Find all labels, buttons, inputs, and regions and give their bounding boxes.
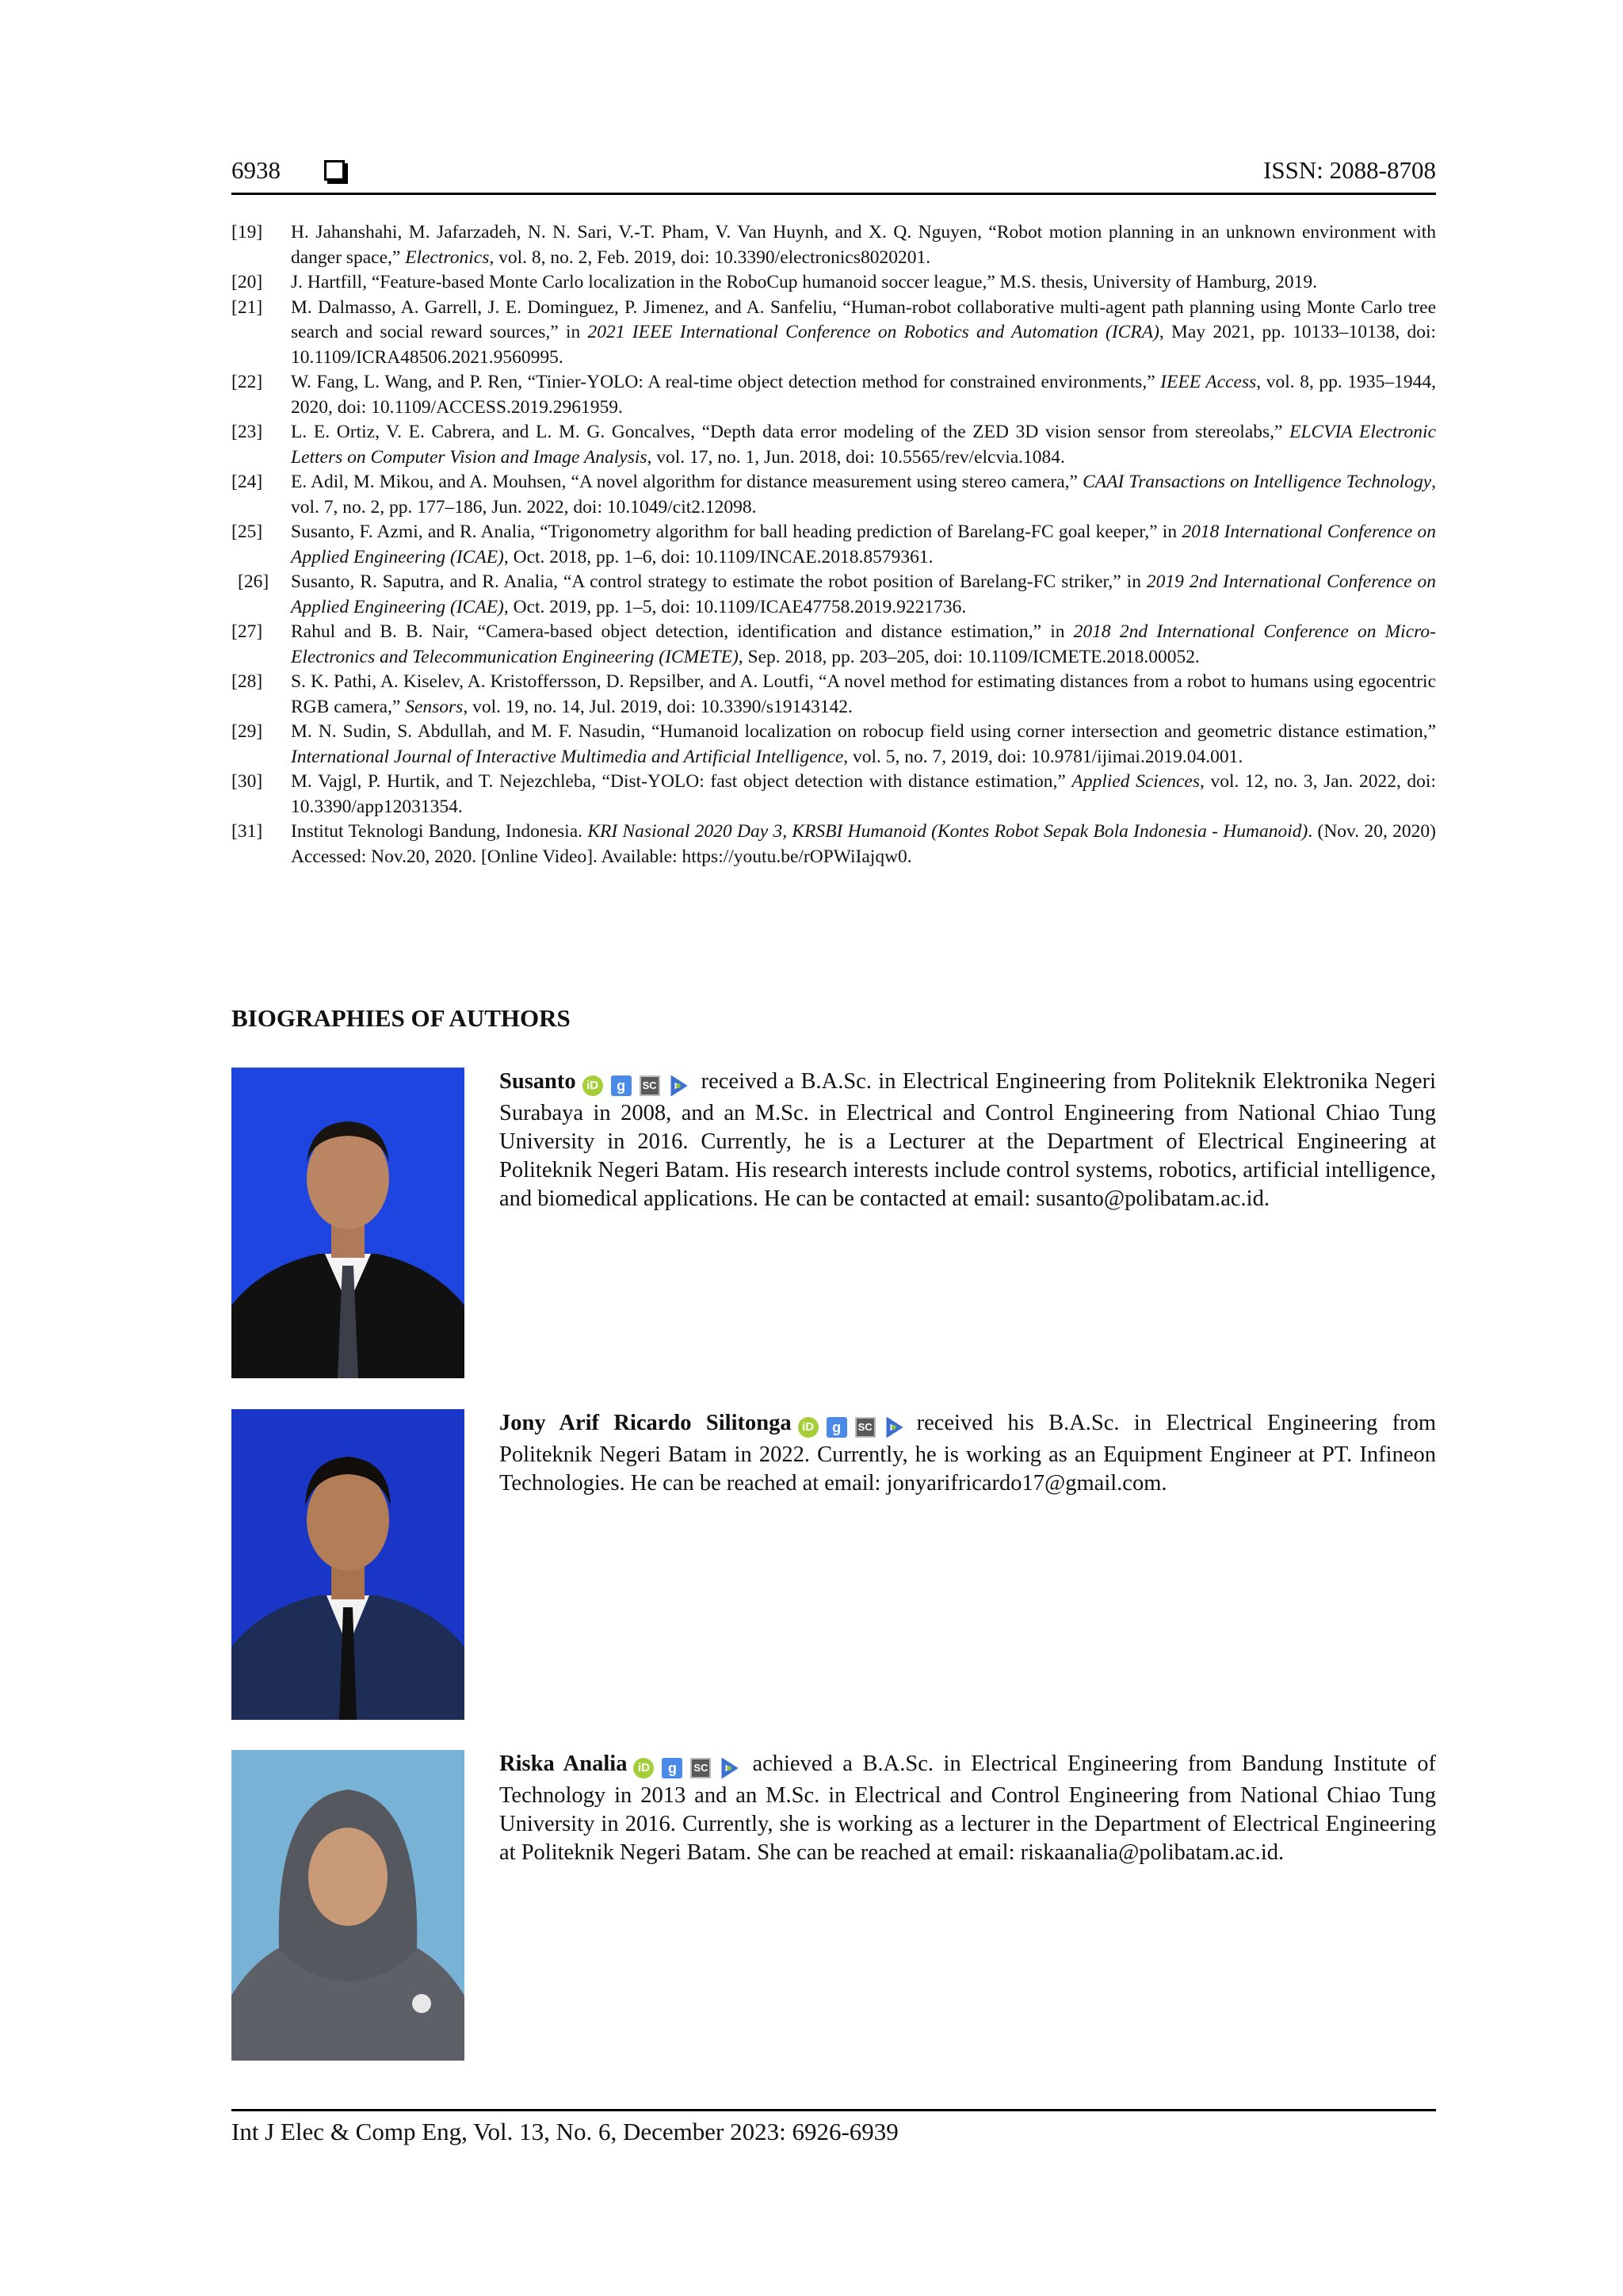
reference-item: [20] J. Hartfill, “Feature-based Monte Carlo localization in the RoboCup humanoid soccer league,” M.S. thesis, University of Hamburg, 2019.	[231, 272, 1318, 292]
google-scholar-icon[interactable]: g	[611, 1075, 632, 1096]
author-photo	[231, 1750, 464, 2061]
reference-item: [29] M. N. Sudin, S. Abdullah, and M. F. Nasudin, “Humanoid localization on robocup field using corner intersection and geometric distance estimation,” International Journal of Interactive Multimedia and Artificial Intelligence, vol. 5, no. 7, 2019, doi: 10.9781/ijimai.2019.04.001.	[231, 721, 1436, 767]
orcid-icon[interactable]: iD	[633, 1758, 654, 1778]
bio-text	[499, 1409, 1436, 1498]
scopus-icon[interactable]: SC	[855, 1417, 876, 1438]
bio-body: received a B.A.Sc. in Electrical Engineering from Politeknik Elektronika Negeri Surabaya in 2008, and an M.Sc. in Electrical and Control Engineering from National Chiao Tung University in 2016. Currently, he is a Lecturer at the Department of Electrical Engineering at Politeknik Negeri Batam. His research interests include control systems, robotics, artificial intelligence, and biomedical applications. He can be contacted at email: susanto@polibatam.ac.id.	[499, 1069, 1436, 1211]
reference-item: [28] S. K. Pathi, A. Kiselev, A. Kristoffersson, D. Repsilber, and A. Loutfi, “A novel method for estimating distances from a robot to humans using egocentric RGB camera,” Sensors, vol. 19, no. 14, Jul. 2019, doi: 10.3390/s19143142.	[231, 671, 1436, 717]
author-photo	[231, 1409, 464, 1720]
section-heading: BIOGRAPHIES OF AUTHORS	[231, 1004, 571, 1032]
google-scholar-icon[interactable]: g	[827, 1417, 847, 1438]
reference-list	[231, 220, 1436, 869]
bio-text	[499, 1750, 1436, 1867]
orcid-icon[interactable]: iD	[798, 1417, 819, 1438]
publons-icon[interactable]	[884, 1417, 904, 1438]
reference-item: [30] M. Vajgl, P. Hurtik, and T. Nejezchleba, “Dist-YOLO: fast object detection with distance estimation,” Applied Sciences, vol. 12, no. 3, Jan. 2022, doi: 10.3390/app12031354.	[231, 771, 1436, 817]
page-number: 6938	[231, 156, 281, 184]
reference-item: [22] W. Fang, L. Wang, and P. Ren, “Tinier-YOLO: A real-time object detection method for constrained environments,” IEEE Access, vol. 8, pp. 1935–1944, 2020, doi: 10.1109/ACCESS.2019.2961959.	[231, 372, 1437, 418]
author-photo	[231, 1068, 464, 1378]
publons-icon[interactable]	[668, 1075, 689, 1096]
reference-item: [24] E. Adil, M. Mikou, and A. Mouhsen, “A novel algorithm for distance measurement using stereo camera,” CAAI Transactions on Intelligence Technology, vol. 7, no. 2, pp. 177–186, Jun. 2022, doi: 10.1049/cit2.12098.	[231, 472, 1436, 518]
reference-item: [25] Susanto, F. Azmi, and R. Analia, “Trigonometry algorithm for ball heading prediction of Barelang-FC goal keeper,” in 2018 International Conference on Applied Engineering (ICAE), Oct. 2018, pp. 1–6, doi: 10.1109/INCAE.2018.8579361.	[231, 521, 1436, 567]
publons-icon[interactable]	[719, 1758, 739, 1778]
reference-item: [21] M. Dalmasso, A. Garrell, J. E. Dominguez, P. Jimenez, and A. Sanfeliu, “Human-robot collaborative multi-agent path planning using Monte Carlo tree search and social reward sources,” in 2021 IEEE International Conference on Robotics and Automation (ICRA), May 2021, pp. 10133–10138, doi: 10.1109/ICRA48506.2021.9560995.	[231, 296, 1436, 368]
scopus-icon[interactable]: SC	[690, 1758, 711, 1778]
bio-text	[499, 1068, 1436, 1213]
scopus-icon[interactable]: SC	[640, 1075, 660, 1096]
journal-citation: Int J Elec & Comp Eng, Vol. 13, No. 6, December 2023: 6926-6939	[231, 2118, 899, 2145]
orcid-icon[interactable]: iD	[582, 1075, 603, 1096]
page-footer	[231, 2109, 1436, 2146]
author-name: Jony Arif Ricardo Silitonga	[499, 1411, 792, 1435]
issn: ISSN: 2088-8708	[1263, 156, 1436, 184]
reference-item: [27] Rahul and B. B. Nair, “Camera-based object detection, identification and distance estimation,” in 2018 2nd International Conference on Micro-Electronics and Telecommunication Engineering (ICMETE), Sep. 2018, pp. 203–205, doi: 10.1109/ICMETE.2018.00052.	[231, 621, 1436, 667]
reference-item: [19] H. Jahanshahi, M. Jafarzadeh, N. N. Sari, V.-T. Pham, V. Van Huynh, and X. Q. Nguyen, “Robot motion planning in an unknown environment with danger space,” Electronics, vol. 8, no. 2, Feb. 2019, doi: 10.3390/electronics8020201.	[231, 222, 1436, 268]
box-bullet-icon	[324, 160, 345, 181]
google-scholar-icon[interactable]: g	[662, 1758, 682, 1778]
page-header	[231, 153, 1436, 195]
reference-item: [26] Susanto, R. Saputra, and R. Analia, “A control strategy to estimate the robot position of Barelang-FC striker,” in 2019 2nd International Conference on Applied Engineering (ICAE), Oct. 2019, pp. 1–5, doi: 10.1109/ICAE47758.2019.9221736.	[238, 571, 1436, 617]
bio-body: achieved a B.A.Sc. in Electrical Engineering from Bandung Institute of Technology in 2013 and an M.Sc. in Electrical and Control Engineering from National Chiao Tung University in 2016. Currently, she is working as a lecturer in the Department of Electrical Engineering at Politeknik Negeri Batam. She can be reached at email: riskaanalia@polibatam.ac.id.	[499, 1752, 1436, 1865]
bio-body: received his B.A.Sc. in Electrical Engineering from Politeknik Negeri Batam in 2022. Currently, he is working as an Equipment Engineer at PT. Infineon Technologies. He can be reached at email: jonyarifricardo17@gmail.com.	[499, 1411, 1436, 1496]
reference-item: [23] L. E. Ortiz, V. E. Cabrera, and L. M. G. Goncalves, “Depth data error modeling of the ZED 3D vision sensor from stereolabs,” ELCVIA Electronic Letters on Computer Vision and Image Analysis, vol. 17, no. 1, Jun. 2018, doi: 10.5565/rev/elcvia.1084.	[231, 422, 1437, 468]
reference-item: [31] Institut Teknologi Bandung, Indonesia. KRI Nasional 2020 Day 3, KRSBI Humanoid (Kontes Robot Sepak Bola Indonesia - Humanoid). (Nov. 20, 2020) Accessed: Nov.20, 2020. [Online Video]. Available: https://youtu.be/rOPWiIajqw0.	[231, 821, 1436, 867]
author-name: Susanto	[499, 1069, 576, 1094]
author-name: Riska Analia	[499, 1752, 628, 1776]
